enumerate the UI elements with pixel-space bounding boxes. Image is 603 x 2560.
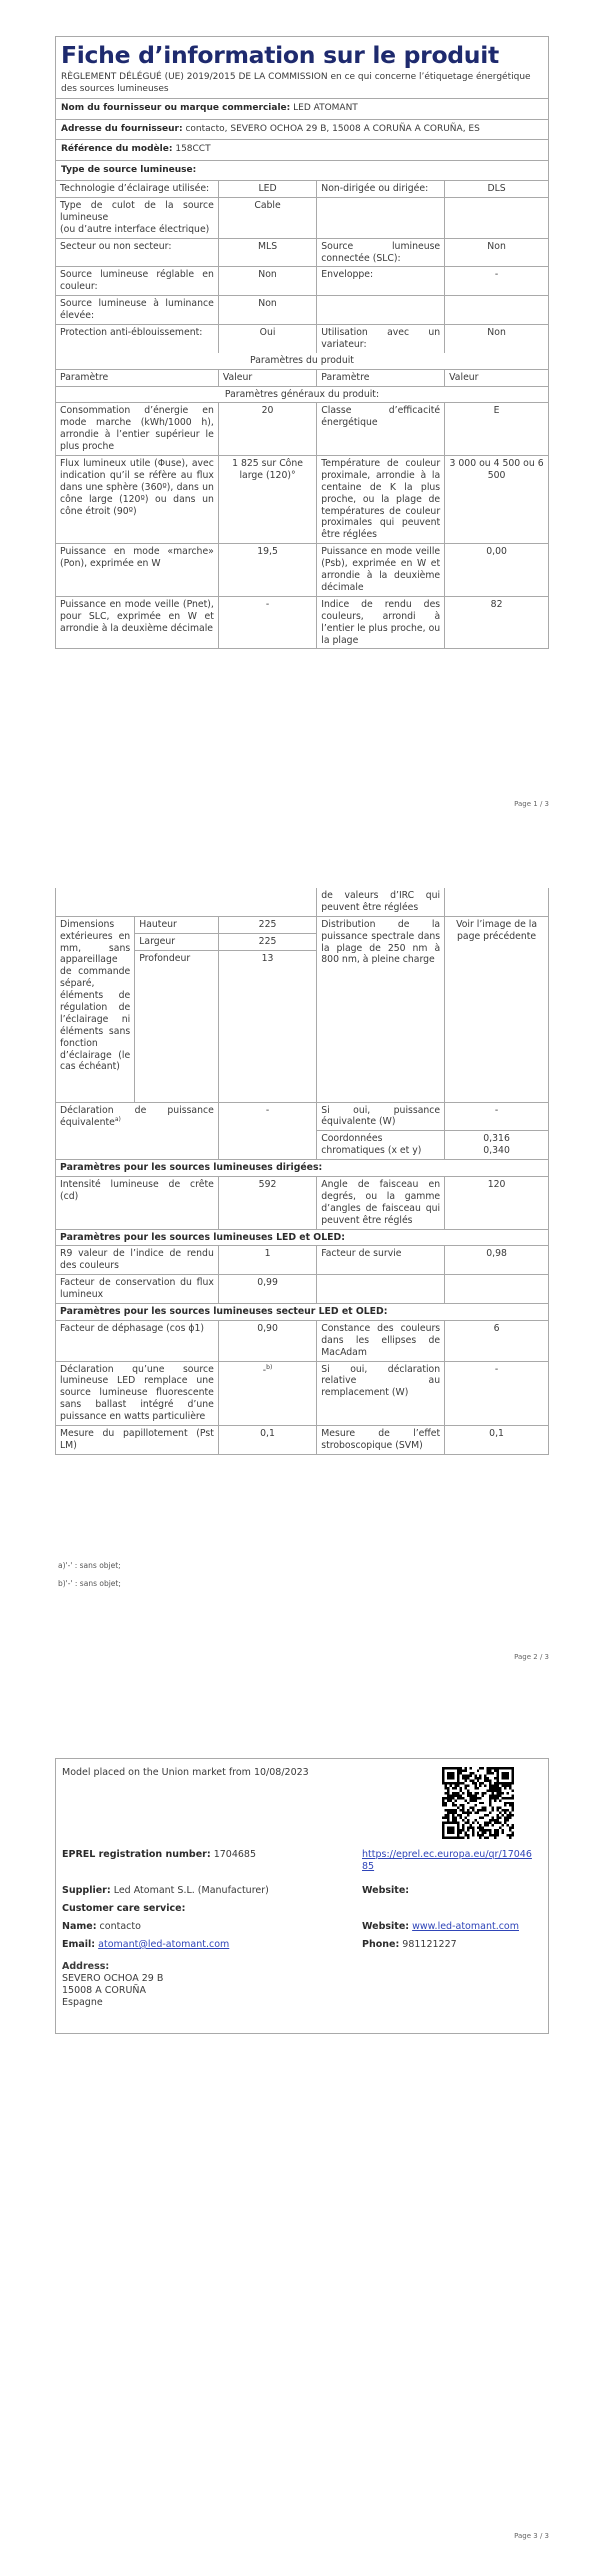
document-title: Fiche d’information sur le produit xyxy=(61,41,499,69)
address-label: Address: xyxy=(62,1961,110,1972)
market-placement-text: Model placed on the Union market from 10/08/2023 xyxy=(62,1767,309,1778)
footnote-b: b)'-' : sans objet; xyxy=(58,1579,121,1588)
eprel-link[interactable]: https://eprel.ec.europa.eu/qr/1704685 xyxy=(362,1849,532,1873)
source-type-label xyxy=(317,296,445,325)
param-label: Classe d’efficacité énergétique xyxy=(317,403,445,456)
model-row xyxy=(56,140,548,161)
eprel-label: EPREL registration number: xyxy=(62,1849,211,1860)
param-value: E xyxy=(445,403,548,456)
general-param-row xyxy=(56,596,548,648)
source-type-label: Protection anti-éblouissement: xyxy=(56,325,218,353)
source-type-value: Cable xyxy=(218,198,316,239)
param-label: Température de couleur proximale, arrondie à la centaine de K la plus proche, ou la plage de températures de couleur proximales qui peuvent être réglées xyxy=(317,456,445,544)
email-label: Email: xyxy=(62,1939,96,1950)
source-type-label: Source lumineuse réglable en couleur: xyxy=(56,267,218,296)
param-value: 3 000 ou 4 500 ou 6 500 xyxy=(445,456,548,544)
led-oled-heading: Paramètres pour les sources lumineuses LED et OLED: xyxy=(56,1229,548,1246)
supplier-value: Led Atomant S.L. (Manufacturer) xyxy=(113,1885,269,1896)
supplier-address-row xyxy=(56,120,548,141)
source-type-value: - xyxy=(445,267,548,296)
parameters-table xyxy=(56,353,548,649)
spectral-value: Voir l’image de la page précédente xyxy=(445,916,548,1102)
param-value: - xyxy=(218,596,316,648)
survival-factor-value: 0,98 xyxy=(445,1246,548,1275)
source-type-value: Oui xyxy=(218,325,316,353)
equivalent-power-w-value: - xyxy=(445,1102,548,1131)
directed-sources-heading: Paramètres pour les sources lumineuses dirigées: xyxy=(56,1160,548,1177)
source-type-value: LED xyxy=(218,181,316,197)
param-label: Consommation d’énergie en mode marche (kWh/1000 h), arrondie à l’entier supérieur le plus proche xyxy=(56,403,218,456)
general-param-row xyxy=(56,456,548,544)
source-type-label xyxy=(317,198,445,239)
col-header-param: Paramètre xyxy=(56,369,218,386)
col-header-param: Paramètre xyxy=(317,369,445,386)
supplier-label: Supplier: xyxy=(62,1885,111,1896)
general-parameters-heading: Paramètres généraux du produit: xyxy=(56,386,548,403)
contact-name-label: Name: xyxy=(62,1921,97,1932)
general-param-row xyxy=(56,544,548,597)
parameters-table-continued xyxy=(56,888,548,1454)
website-label: Website: xyxy=(362,1885,410,1896)
qr-code-icon[interactable] xyxy=(442,1767,514,1839)
dim-value: 225 xyxy=(218,916,316,933)
displacement-factor-label: Facteur de déphasage (cos ϕ1) xyxy=(56,1320,218,1361)
source-type-value: Non xyxy=(445,238,548,267)
website2-label: Website: xyxy=(362,1921,410,1932)
source-type-value xyxy=(445,198,548,239)
dim-value: 13 xyxy=(218,950,316,1102)
param-label: Indice de rendu des couleurs, arrondi à l’entier le plus proche, ou la plage xyxy=(317,596,445,648)
source-type-row xyxy=(56,267,548,296)
param-label: Flux lumineux utile (Φuse), avec indication qu’il se réfère au flux dans une sphère (360º), dans un cône large (120º) ou dans un cône étroit (90º) xyxy=(56,456,218,544)
lumen-maintenance-label: Facteur de conservation du flux lumineux xyxy=(56,1275,218,1304)
stroboscopic-value: 0,1 xyxy=(445,1426,548,1454)
parameters-heading: Paramètres du produit xyxy=(56,353,548,369)
beam-angle-value: 120 xyxy=(445,1177,548,1230)
param-value: 0,00 xyxy=(445,544,548,597)
displacement-factor-value: 0,90 xyxy=(218,1320,316,1361)
page-number-3: Page 3 / 3 xyxy=(514,2532,549,2540)
beam-angle-label: Angle de faisceau en degrés, ou la gamme d’angles de faisceau qui peuvent être réglés xyxy=(317,1177,445,1230)
equivalent-power-value: - xyxy=(218,1102,316,1160)
source-type-row xyxy=(56,181,548,197)
dim-name: Largeur xyxy=(135,933,219,950)
peak-intensity-label: Intensité lumineuse de crête (cd) xyxy=(56,1177,218,1230)
macadam-label: Constance des couleurs dans les ellipses de MacAdam xyxy=(317,1320,445,1361)
source-type-label: Secteur ou non secteur: xyxy=(56,238,218,267)
param-value: 19,5 xyxy=(218,544,316,597)
address-block xyxy=(62,1961,542,2010)
r9-value: 1 xyxy=(218,1246,316,1275)
source-type-label: Type de culot de la source lumineuse (ou d’autre interface électrique) xyxy=(56,198,218,239)
source-type-value xyxy=(445,296,548,325)
chromaticity-value: 0,316 0,340 xyxy=(445,1131,548,1160)
address-line: SEVERO OCHOA 29 B xyxy=(62,1973,164,1985)
spectral-label: Distribution de la puissance spectrale dans la plage de 250 nm à 800 nm, à pleine charge xyxy=(317,916,445,1102)
supplier-name-value: LED ATOMANT xyxy=(293,103,358,114)
source-type-table xyxy=(56,181,548,353)
equivalent-power-w-label: Si oui, puissance équivalente (W) xyxy=(317,1102,445,1131)
address-line: Espagne xyxy=(62,1997,103,2009)
chromaticity-label: Coordonnées chromatiques (x et y) xyxy=(317,1131,445,1160)
supplier-name-label: Nom du fournisseur ou marque commerciale: xyxy=(61,103,291,114)
stroboscopic-label: Mesure de l’effet stroboscopique (SVM) xyxy=(317,1426,445,1454)
col-header-value: Valeur xyxy=(445,369,548,386)
email-link[interactable]: atomant@led-atomant.com xyxy=(98,1939,230,1950)
source-type-value: MLS xyxy=(218,238,316,267)
source-type-value: Non xyxy=(445,325,548,353)
cri-range-continued: de valeurs d’IRC qui peuvent être réglées xyxy=(317,888,445,916)
page-number-1: Page 1 / 3 xyxy=(514,800,549,808)
source-type-row xyxy=(56,238,548,267)
flicker-value: 0,1 xyxy=(218,1426,316,1454)
website-link[interactable]: www.led-atomant.com xyxy=(412,1921,519,1932)
survival-factor-label: Facteur de survie xyxy=(317,1246,445,1275)
model-label: Référence du modèle: xyxy=(61,144,173,155)
eprel-value: 1704685 xyxy=(213,1849,256,1860)
dimensions-label: Dimensions extérieures en mm, sans appareillage de commande séparé, éléments de régulation de l’éclairage ni éléments sans fonction d’éclairage (le cas échéant) xyxy=(56,916,135,1102)
param-label: Puissance en mode «marche» (Pon), exprimée en W xyxy=(56,544,218,597)
lumen-maintenance-value: 0,99 xyxy=(218,1275,316,1304)
footnote-a: a)'-' : sans objet; xyxy=(58,1561,121,1570)
col-header-value: Valeur xyxy=(218,369,316,386)
param-label: Puissance en mode veille (Pnet), pour SLC, exprimée en W et arrondie à la deuxième décimale xyxy=(56,596,218,648)
source-type-value: DLS xyxy=(445,181,548,197)
model-value: 158CCT xyxy=(175,144,211,155)
led-replacement-value: -$^{b)}$ xyxy=(218,1361,316,1425)
led-replacement-label: Déclaration qu’une source lumineuse LED remplace une source lumineuse fluorescente sans ballast intégré d’une puissance en watts particulière xyxy=(56,1361,218,1425)
contact-name-value: contacto xyxy=(99,1921,141,1932)
source-type-label: Source lumineuse à luminance élevée: xyxy=(56,296,218,325)
mains-led-oled-heading: Paramètres pour les sources lumineuses secteur LED et OLED: xyxy=(56,1304,548,1321)
source-type-label: Non-dirigée ou dirigée: xyxy=(317,181,445,197)
param-value: 1 825 sur Cône large (120)° xyxy=(218,456,316,544)
page-2-sheet xyxy=(55,888,549,1455)
source-type-label: Source lumineuse connectée (SLC): xyxy=(317,238,445,267)
source-type-label: Technologie d’éclairage utilisée: xyxy=(56,181,218,197)
replacement-w-label: Si oui, déclaration relative au remplacement (W) xyxy=(317,1361,445,1425)
supplier-name-row xyxy=(56,99,548,120)
supplier-address-value: contacto, SEVERO OCHOA 29 B, 15008 A CORUÑA A CORUÑA, ES xyxy=(185,123,480,134)
dim-name: Profondeur xyxy=(135,950,219,1102)
page-number-2: Page 2 / 3 xyxy=(514,1653,549,1661)
page-1-sheet xyxy=(55,36,549,649)
phone-value: 981121227 xyxy=(402,1939,457,1950)
peak-intensity-value: 592 xyxy=(218,1177,316,1230)
phone-label: Phone: xyxy=(362,1939,400,1950)
page-3-sheet xyxy=(55,1758,549,2034)
source-type-value: Non xyxy=(218,267,316,296)
regulation-text: RÈGLEMENT DÉLÉGUÉ (UE) 2019/2015 DE LA COMMISSION en ce qui concerne l’étiquetage énergétique des sources lumineuses xyxy=(56,69,548,99)
general-param-row xyxy=(56,403,548,456)
param-label: Puissance en mode veille (Psb), exprimée en W et arrondie à la deuxième décimale xyxy=(317,544,445,597)
address-line: 15008 A CORUÑA xyxy=(62,1985,147,1997)
r9-label: R9 valeur de l’indice de rendu des couleurs xyxy=(56,1246,218,1275)
source-type-label: Utilisation avec un variateur: xyxy=(317,325,445,353)
customer-care-label: Customer care service: xyxy=(62,1903,186,1914)
dim-value: 225 xyxy=(218,933,316,950)
source-type-row xyxy=(56,198,548,239)
replacement-w-value: - xyxy=(445,1361,548,1425)
source-type-row xyxy=(56,296,548,325)
source-type-label: Enveloppe: xyxy=(317,267,445,296)
param-value: 20 xyxy=(218,403,316,456)
source-type-heading: Type de source lumineuse: xyxy=(56,161,548,182)
supplier-address-label: Adresse du fournisseur: xyxy=(61,123,183,134)
equivalent-power-label: Déclaration de puissance équivalente$^{a)}$ xyxy=(56,1102,218,1160)
flicker-label: Mesure du papillotement (Pst LM) xyxy=(56,1426,218,1454)
param-value: 82 xyxy=(445,596,548,648)
macadam-value: 6 xyxy=(445,1320,548,1361)
source-type-row xyxy=(56,325,548,353)
source-type-value: Non xyxy=(218,296,316,325)
dim-name: Hauteur xyxy=(135,916,219,933)
